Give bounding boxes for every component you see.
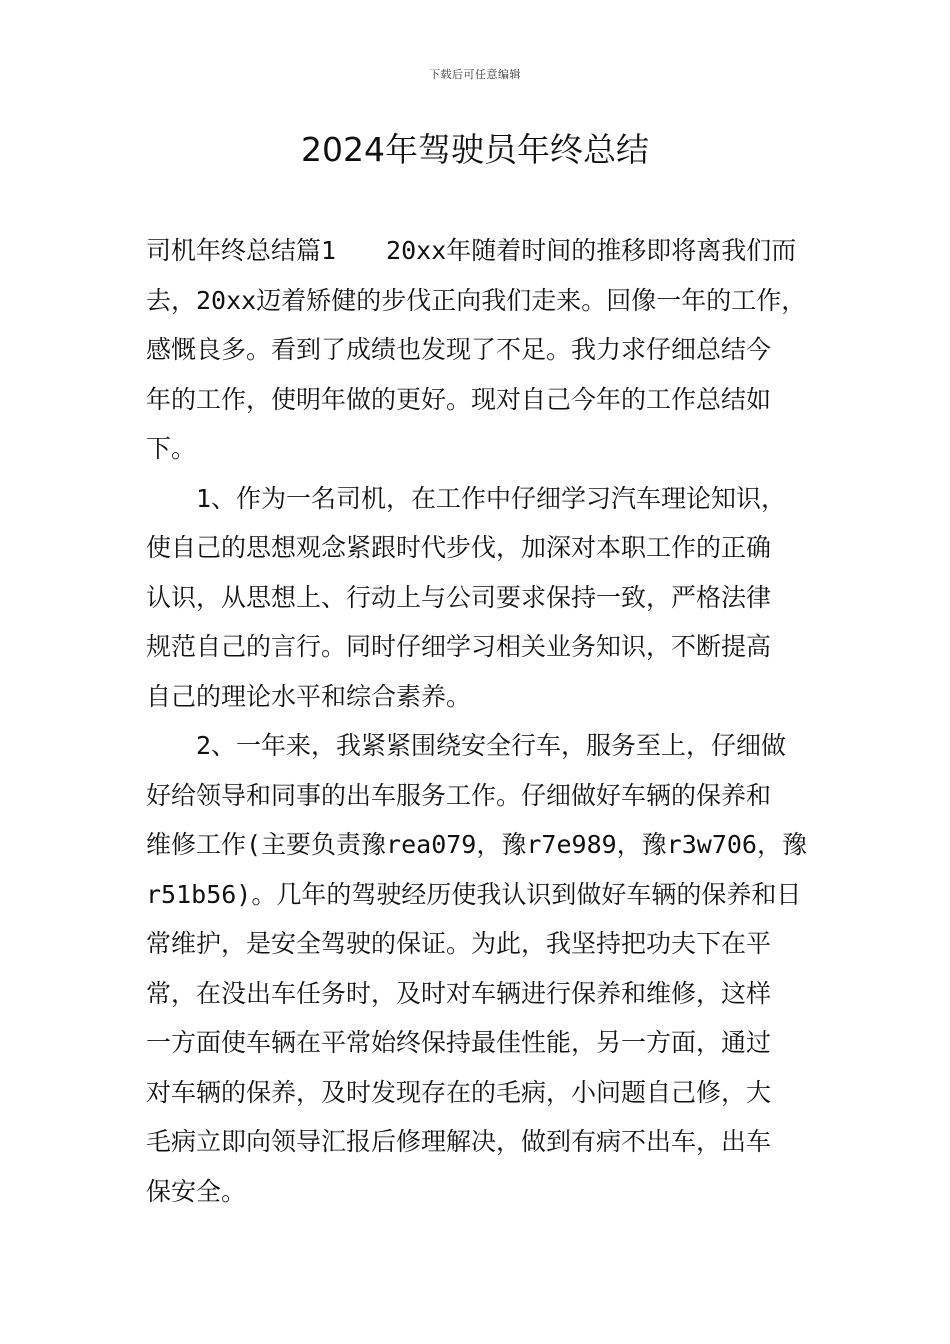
text-line: 保安全。 <box>146 1176 247 1206</box>
document-title: 2024年驾驶员年终总结 <box>301 130 649 169</box>
text-line: 自己的理论水平和综合素养。 <box>146 681 472 711</box>
text-line: 去，20xx迈着矫健的步伐正向我们走来。回像一年的工作， <box>146 285 807 315</box>
text-line: 好给领导和同事的出车服务工作。仔细做好车辆的保养和 <box>146 780 772 810</box>
paragraph-item-2 <box>146 721 806 1216</box>
text-line: 毛病立即向领导汇报后修理解决，做到有病不出车，出车 <box>146 1127 772 1156</box>
text-line: 下。 <box>146 434 197 463</box>
text-line: 维修工作(主要负责豫rea079，豫r7e989，豫r3w706，豫 <box>146 830 807 859</box>
text-line: 1、作为一名司机，在工作中仔细学习汽车理论知识， <box>196 483 787 513</box>
text-line: 感慨良多。看到了成绩也发现了不足。我力求仔细总结今 <box>146 335 772 364</box>
text-line: r51b56)。几年的驾驶经历使我认识到做好车辆的保养和日 <box>146 879 802 909</box>
text-line: 使自己的思想观念紧跟时代步伐，加深对本职工作的正确 <box>146 533 772 562</box>
text-line: 年的工作，使明年做的更好。现对自己今年的工作总结如 <box>146 384 772 414</box>
text-line: 规范自己的言行。同时仔细学习相关业务知识，不断提高 <box>146 632 772 661</box>
header-note: 下载后可任意编辑 <box>429 68 521 81</box>
text-line: 认识，从思想上、行动上与公司要求保持一致，严格法律 <box>146 582 772 612</box>
text-line: 对车辆的保养，及时发现存在的毛病，小问题自己修，大 <box>146 1077 772 1107</box>
text-line: 司机年终总结篇1 20xx年随着时间的推移即将离我们而 <box>146 236 797 265</box>
paragraph-intro <box>146 226 806 474</box>
text-line: 常，在没出车任务时，及时对车辆进行保养和维修，这样 <box>146 978 772 1008</box>
paragraph-item-1 <box>146 474 806 722</box>
text-line: 2、一年来，我紧紧围绕安全行车，服务至上，仔细做 <box>196 731 787 760</box>
text-line: 一方面使车辆在平常始终保持最佳性能，另一方面，通过 <box>146 1028 772 1057</box>
document-body <box>146 226 806 1216</box>
text-line: 常维护，是安全驾驶的保证。为此，我坚持把功夫下在平 <box>146 929 772 958</box>
